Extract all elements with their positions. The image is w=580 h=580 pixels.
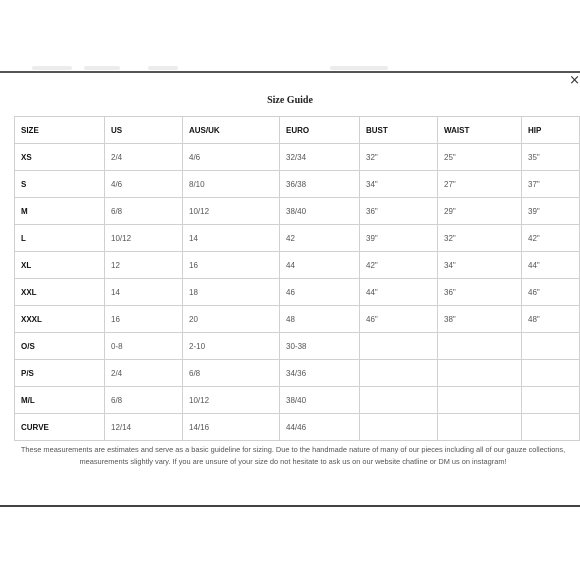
- table-cell: [360, 360, 438, 387]
- table-row: [15, 198, 580, 225]
- table-row: [15, 387, 580, 414]
- size-cell: O/S: [15, 333, 105, 360]
- table-row: [15, 144, 580, 171]
- table-cell: 12: [105, 252, 183, 279]
- table-cell: 36": [438, 279, 522, 306]
- table-cell: 39": [522, 198, 580, 225]
- table-cell: [522, 333, 580, 360]
- table-cell: [360, 387, 438, 414]
- table-cell: [438, 387, 522, 414]
- table-cell: 20: [183, 306, 280, 333]
- table-cell: [438, 333, 522, 360]
- table-cell: 34": [438, 252, 522, 279]
- table-cell: [438, 360, 522, 387]
- table-row: [15, 333, 580, 360]
- table-cell: 6/8: [105, 387, 183, 414]
- table-cell: 38/40: [280, 198, 360, 225]
- table-cell: 42": [360, 252, 438, 279]
- column-header: BUST: [360, 117, 438, 144]
- table-cell: 39": [360, 225, 438, 252]
- table-cell: [360, 333, 438, 360]
- table-cell: 2/4: [105, 144, 183, 171]
- modal-top-border: [0, 71, 580, 73]
- table-cell: 10/12: [183, 198, 280, 225]
- table-row: [15, 279, 580, 306]
- table-cell: 30-38: [280, 333, 360, 360]
- table-cell: [522, 414, 580, 441]
- size-cell: XL: [15, 252, 105, 279]
- table-cell: 42: [280, 225, 360, 252]
- table-cell: 34/36: [280, 360, 360, 387]
- table-cell: 25": [438, 144, 522, 171]
- column-header: HIP: [522, 117, 580, 144]
- table-cell: 37": [522, 171, 580, 198]
- column-header: AUS/UK: [183, 117, 280, 144]
- table-row: [15, 225, 580, 252]
- size-cell: XS: [15, 144, 105, 171]
- table-row: [15, 252, 580, 279]
- table-row: [15, 171, 580, 198]
- size-cell: S: [15, 171, 105, 198]
- table-cell: 46": [522, 279, 580, 306]
- size-cell: CURVE: [15, 414, 105, 441]
- table-cell: 16: [183, 252, 280, 279]
- table-cell: 48": [522, 306, 580, 333]
- table-header-row: [15, 117, 580, 144]
- table-cell: 27": [438, 171, 522, 198]
- table-cell: 46: [280, 279, 360, 306]
- table-row: [15, 414, 580, 441]
- table-cell: 32": [438, 225, 522, 252]
- column-header: WAIST: [438, 117, 522, 144]
- table-cell: 32": [360, 144, 438, 171]
- table-cell: 32/34: [280, 144, 360, 171]
- table-cell: 16: [105, 306, 183, 333]
- table-cell: 4/6: [183, 144, 280, 171]
- size-cell: M/L: [15, 387, 105, 414]
- table-cell: 34": [360, 171, 438, 198]
- size-cell: P/S: [15, 360, 105, 387]
- table-cell: 0-8: [105, 333, 183, 360]
- table-cell: [438, 414, 522, 441]
- size-cell: XXXL: [15, 306, 105, 333]
- background-page-text: [148, 66, 178, 70]
- table-cell: 18: [183, 279, 280, 306]
- background-page-text: [32, 66, 72, 70]
- table-cell: 10/12: [105, 225, 183, 252]
- size-cell: L: [15, 225, 105, 252]
- modal-title: Size Guide: [267, 95, 313, 106]
- table-cell: 46": [360, 306, 438, 333]
- table-cell: 44": [522, 252, 580, 279]
- background-page-text: [330, 66, 388, 70]
- table-row: [15, 306, 580, 333]
- column-header: US: [105, 117, 183, 144]
- table-cell: 38": [438, 306, 522, 333]
- table-cell: 36": [360, 198, 438, 225]
- size-guide-table: [14, 116, 580, 441]
- table-cell: 36/38: [280, 171, 360, 198]
- table-cell: 44/46: [280, 414, 360, 441]
- background-page-text: [84, 66, 120, 70]
- table-cell: 44": [360, 279, 438, 306]
- table-cell: 12/14: [105, 414, 183, 441]
- table-cell: [360, 414, 438, 441]
- table-cell: 14/16: [183, 414, 280, 441]
- column-header: EURO: [280, 117, 360, 144]
- table-cell: 14: [183, 225, 280, 252]
- modal-bottom-border: [0, 505, 580, 507]
- close-icon[interactable]: ×: [569, 73, 580, 88]
- table-cell: 4/6: [105, 171, 183, 198]
- table-cell: 48: [280, 306, 360, 333]
- table-cell: 2-10: [183, 333, 280, 360]
- table-cell: 38/40: [280, 387, 360, 414]
- table-cell: [522, 360, 580, 387]
- table-cell: 29": [438, 198, 522, 225]
- table-cell: 35": [522, 144, 580, 171]
- table-cell: 10/12: [183, 387, 280, 414]
- table-cell: 6/8: [183, 360, 280, 387]
- size-cell: XXL: [15, 279, 105, 306]
- table-cell: 2/4: [105, 360, 183, 387]
- table-cell: 14: [105, 279, 183, 306]
- table-cell: 42": [522, 225, 580, 252]
- size-cell: M: [15, 198, 105, 225]
- table-cell: 8/10: [183, 171, 280, 198]
- table-cell: 44: [280, 252, 360, 279]
- column-header: SIZE: [15, 117, 105, 144]
- sizing-disclaimer: These measurements are estimates and serve as a basic guideline for sizing. Due to the handmade nature of many of our pieces including all of our gauze collections, measurements slightly vary. If you are unsure of your size do not hesitate to ask us on our website chatline or DM us on instagram!: [20, 445, 566, 466]
- table-row: [15, 360, 580, 387]
- table-cell: 6/8: [105, 198, 183, 225]
- table-cell: [522, 387, 580, 414]
